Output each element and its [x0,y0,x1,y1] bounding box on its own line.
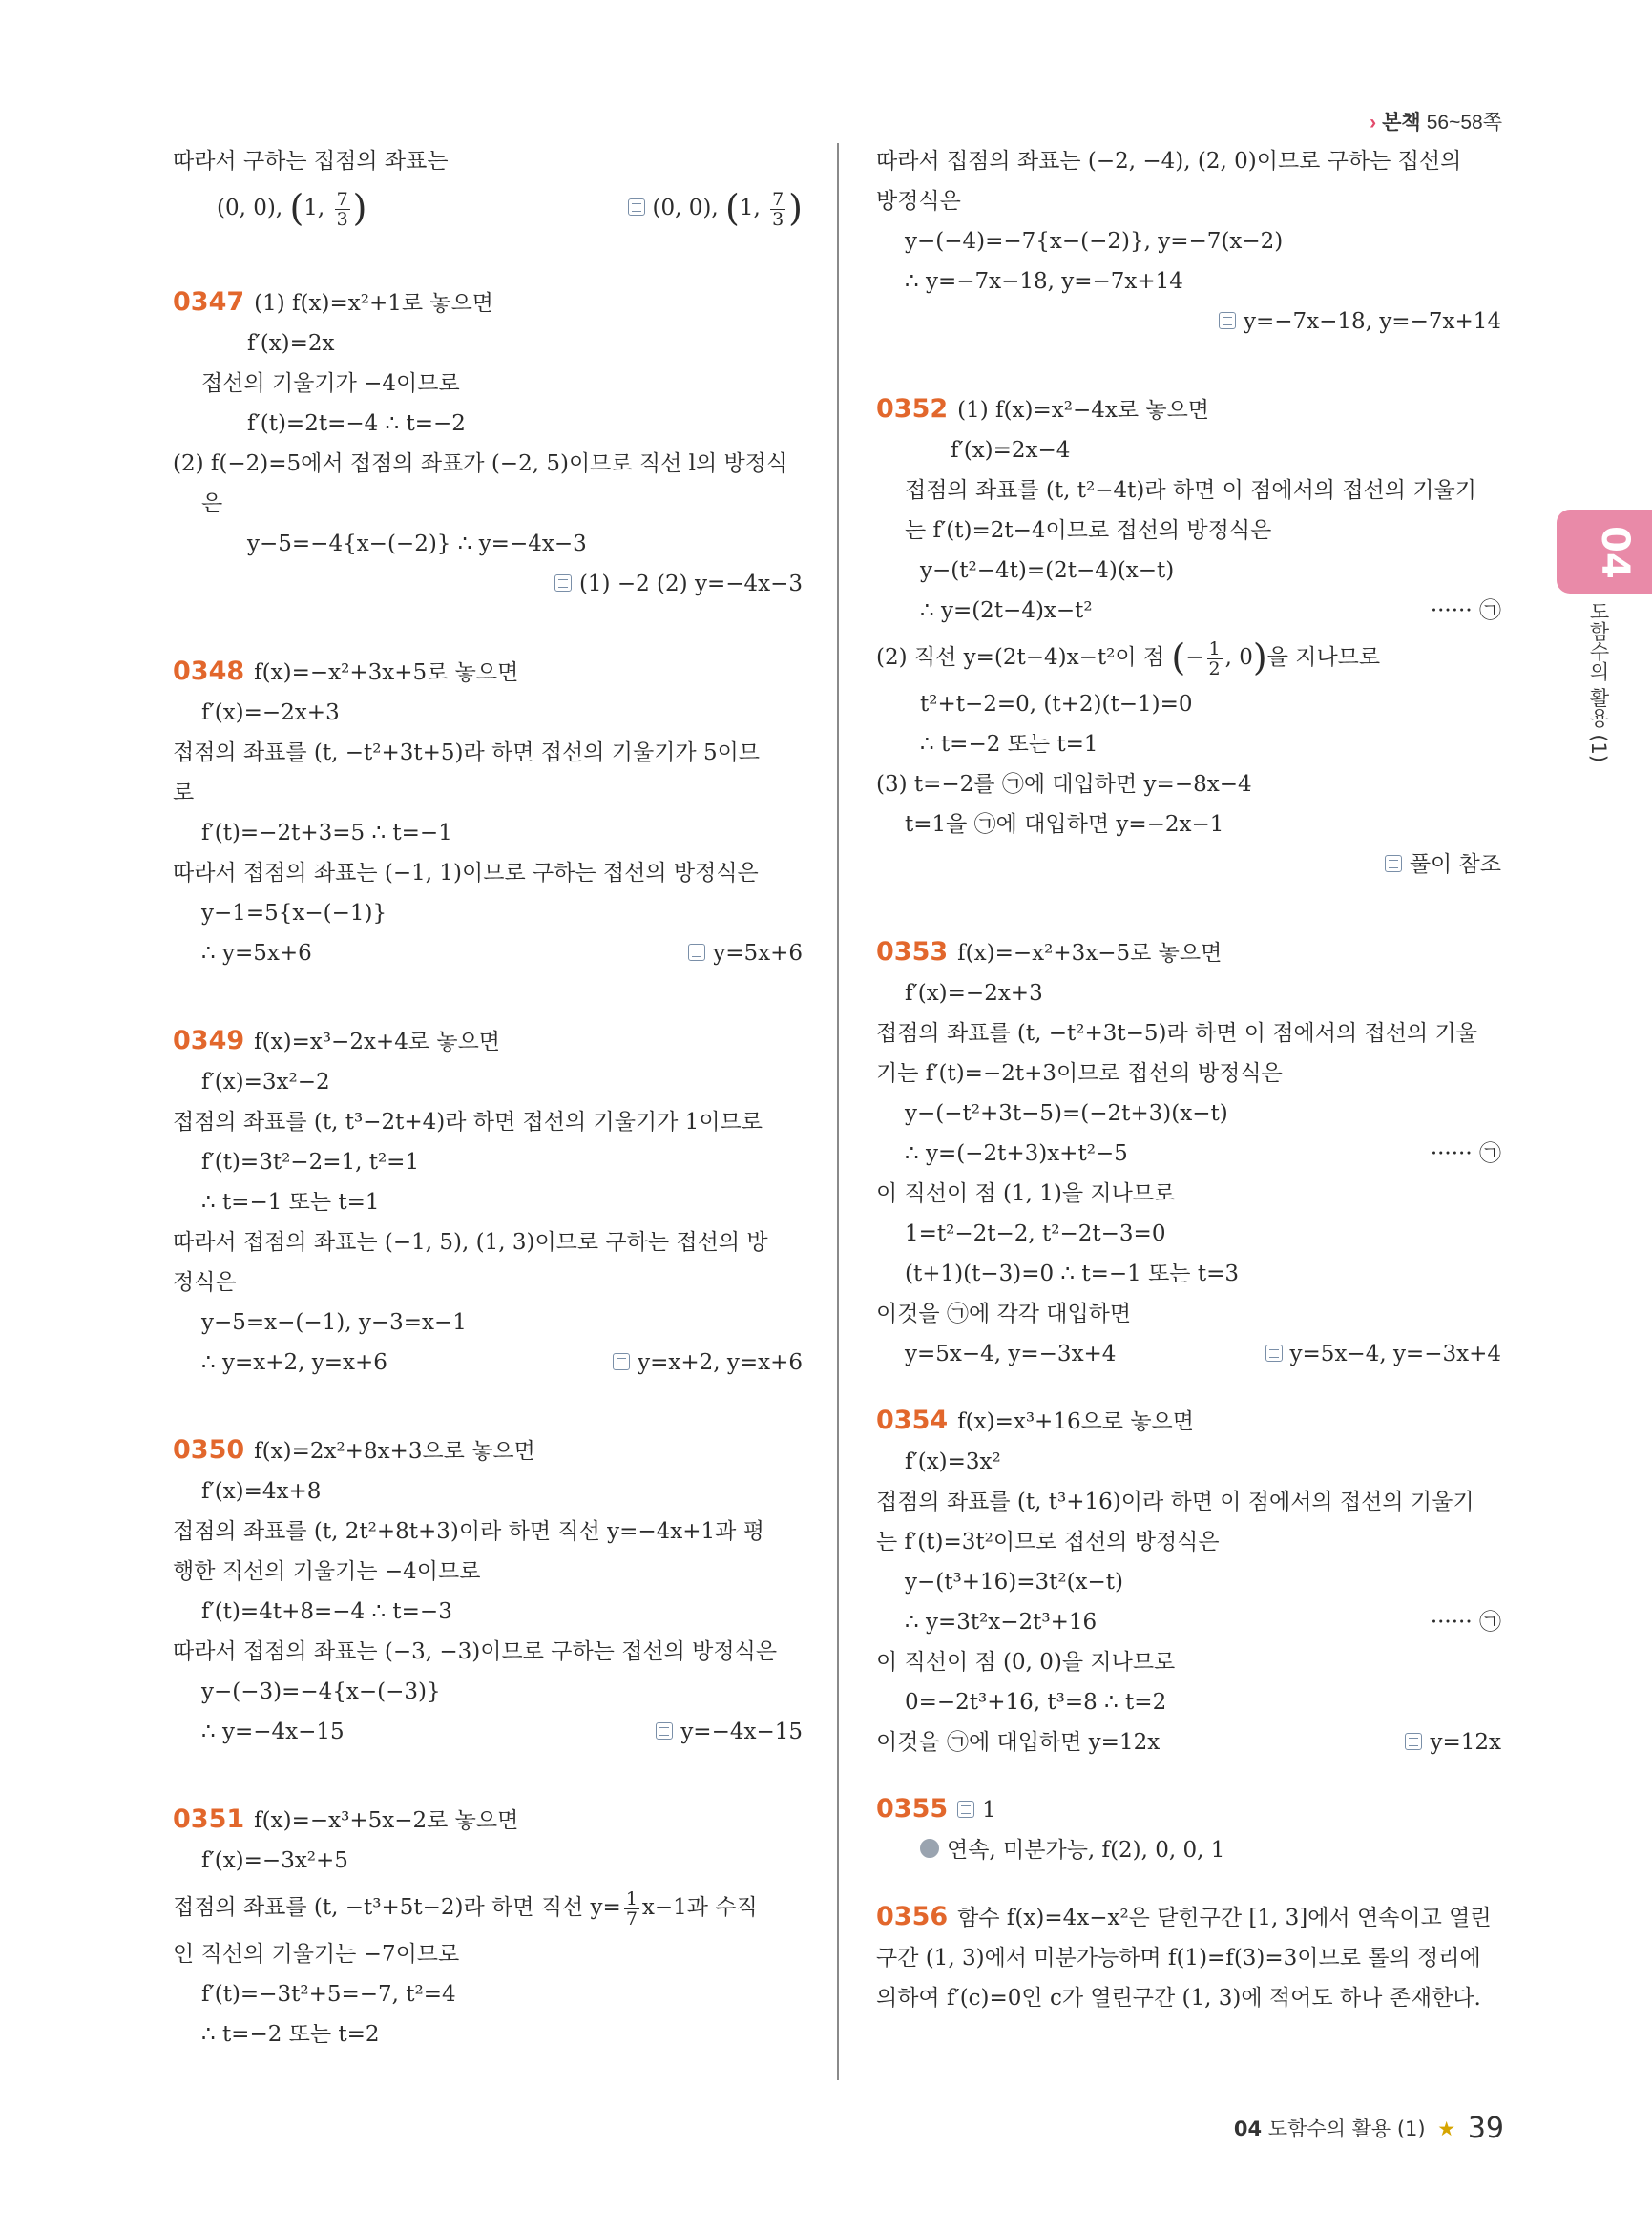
math-line: y−(−3)=−4{x−(−3)} [201,1679,441,1704]
problem-number: 0349 [173,1026,245,1055]
text-line: 는 f′(t)=3t²이므로 접선의 방정식은 [876,1530,1220,1554]
problem-number: 0348 [173,657,245,686]
answer: y=5x+6 [688,933,803,973]
page-footer [1234,2112,1504,2145]
answer: 풀이 참조 [1385,844,1501,885]
page-number: 39 [1467,2112,1504,2145]
equation-tag: ······ ㉠ [1430,1141,1501,1166]
text-line: 행한 직선의 기울기는 −4이므로 [173,1559,481,1584]
chapter-side-title: 도함수의 활용 (1) [1587,601,1610,763]
text-line: 이것을 ㉠에 대입하면 y=12x y=12x [876,1722,1501,1762]
problem-0356: 0356 함수 f(x)=4x−x²은 닫힌구간 [1, 3]에서 연속이고 열린구간 (1, 3)에서 미분가능하며 f(1)=f(3)=3이므로 롤의 정리에 의하여 f′(c)=0인 c가 열린구간 (1, 3)에 적어도 하나 존재한다. [876,1902,1492,2011]
math-line: f′(x)=−2x+3 [905,981,1043,1006]
text-line: 따라서 접점의 좌표는 (−2, −4), (2, 0)이므로 구하는 접선의 [876,149,1462,174]
text-line: 따라서 접점의 좌표는 (−3, −3)이므로 구하는 접선의 방정식은 [173,1639,778,1664]
answer-line [876,844,1501,885]
math-line: f′(x)=3x²−2 [201,1070,330,1095]
math-line: f′(x)=2x [247,331,335,356]
problem-0351: 0351 f(x)=−x³+5x−2로 놓으면 [173,1804,519,1834]
text-line: t=1을 ㉠에 대입하면 y=−2x−1 [905,812,1224,837]
math-line: ∴ y=x+2, y=x+6 y=x+2, y=x+6 [173,1343,803,1383]
math-line: ∴ t=−2 또는 t=2 [201,2022,380,2047]
problem-0354: 0354 f(x)=x³+16으로 놓으면 [876,1406,1194,1435]
text-line: 접점의 좌표를 (t, −t³+5t−2)라 하면 직선 y= $\frac{1}{7}$ x−1과 수직 [173,1887,758,1929]
text-line: (3) t=−2를 ㉠에 대입하면 y=−8x−4 [876,772,1252,797]
answer-icon [613,1353,630,1370]
math-line: ∴ y=(2t−4)x−t² ······ ㉠ [876,591,1501,631]
math-line: ∴ t=−1 또는 t=1 [201,1190,380,1215]
math-line: f′(x)=−3x²+5 [201,1848,348,1873]
math-line: 1=t²−2t−2, t²−2t−3=0 [905,1221,1166,1246]
problem-number: 0347 [173,287,245,317]
text-line: 이 직선이 점 (0, 0)을 지나므로 [876,1650,1176,1675]
problem-0348: 0348 f(x)=−x²+3x+5로 놓으면 [173,657,519,686]
math-line: y−5=x−(−1), y−3=x−1 [201,1310,467,1335]
answer: y=x+2, y=x+6 [613,1343,803,1383]
math-line: y−(t²−4t)=(2t−4)(x−t) [920,558,1175,583]
math-line: ∴ y=−7x−18, y=−7x+14 [905,269,1183,294]
text-line: 이 직선이 점 (1, 1)을 지나므로 [876,1181,1176,1206]
problem-0349: 0349 f(x)=x³−2x+4로 놓으면 [173,1026,501,1055]
star-icon: ★ [1437,2117,1456,2140]
fraction: $\frac{1}{7}$ [625,1887,638,1929]
page-reference [1370,107,1502,136]
math-line: f′(x)=3x² [905,1449,1001,1474]
ref-pages: 56~58쪽 [1426,112,1502,134]
text-line: 는 f′(t)=2t−4이므로 접선의 방정식은 [905,518,1272,543]
math-line: y−(−4)=−7{x−(−2)}, y=−7(x−2) [905,229,1284,254]
text-line: 방정식은 [876,189,961,214]
text-line: 기는 f′(t)=−2t+3이므로 접선의 방정식은 [876,1061,1283,1086]
answer-icon [1405,1733,1422,1750]
math-line: ∴ y=5x+6 y=5x+6 [173,933,803,973]
math-line: f′(t)=4t+8=−4 ∴ t=−3 [201,1599,452,1624]
math-line: ∴ y=−4x−15 y=−4x−15 [173,1712,803,1752]
note-line: 연속, 미분가능, f(2), 0, 0, 1 [876,1830,1501,1870]
fraction: $\frac{7}{3}$ [336,188,348,230]
math-line: f′(x)=−2x+3 [201,700,340,725]
math-line: ∴ y=3t²x−2t³+16 ······ ㉠ [876,1602,1501,1642]
text-line: 접점의 좌표를 (t, t²−4t)라 하면 이 점에서의 접선의 기울기 [905,478,1476,503]
fraction: $\frac{1}{2}$ [1208,637,1221,679]
math-line: ∴ y=(−2t+3)x+t²−5 ······ ㉠ [876,1134,1501,1174]
answer-line [876,302,1501,342]
chapter-tab-number: 04 [1592,526,1637,579]
math-line: (0, 0), (1, $\frac{7}{3}$ ) (0, 0), (1, $\frac{7}{3}$ ) [173,181,803,235]
equation-tag: ······ ㉠ [1430,1610,1501,1635]
answer-icon [1265,1345,1283,1362]
math-line: f′(t)=3t²−2=1, t²=1 [201,1150,420,1175]
answer: y=−4x−15 [656,1712,803,1752]
problem-number: 0351 [173,1804,245,1834]
problem-0347: 0347 (1) f(x)=x²+1로 놓으면 [173,287,494,317]
equation-tag: ······ ㉠ [1430,598,1501,623]
problem-0352: 0352 (1) f(x)=x²−4x로 놓으면 [876,394,1209,424]
problem-0353: 0353 f(x)=−x²+3x−5로 놓으면 [876,937,1223,967]
answer: y=−7x−18, y=−7x+14 [1219,302,1501,342]
text-line: 접점의 좌표를 (t, t³+16)이라 하면 이 점에서의 접선의 기울기 [876,1490,1474,1514]
answer-icon [1219,312,1236,329]
answer-icon [656,1722,673,1740]
problem-0355: 0355 1 [876,1794,996,1824]
column-divider [837,143,839,2080]
math-line: t²+t−2=0, (t+2)(t−1)=0 [920,692,1193,717]
ref-label: 본책 [1382,112,1421,134]
answer-icon [554,574,572,592]
text-line: 따라서 구하는 접점의 좌표는 [173,149,449,174]
answer-icon [1385,855,1402,872]
text-line: 로 [173,781,195,805]
math-line: f′(t)=−3t²+5=−7, t²=4 [201,1982,456,2007]
text-line: 접점의 좌표를 (t, −t²+3t+5)라 하면 접선의 기울기가 5이므 [173,740,761,765]
problem-number: 0352 [876,394,949,424]
math-line: y−1=5{x−(−1)} [201,901,387,926]
footer-chapter-number: 04 [1233,2117,1263,2140]
math-line: ∴ t=−2 또는 t=1 [920,732,1098,757]
problem-number: 0353 [876,937,949,967]
left-column [173,141,803,2054]
text-line: 접선의 기울기가 −4이므로 [201,371,460,396]
math-line: y−(−t²+3t−5)=(−2t+3)(x−t) [905,1101,1228,1126]
note-icon [920,1839,939,1858]
math-line: f′(x)=4x+8 [201,1479,322,1504]
text-line: 접점의 좌표를 (t, 2t²+8t+3)이라 하면 직선 y=−4x+1과 평 [173,1519,764,1544]
text-line: 접점의 좌표를 (t, −t²+3t−5)라 하면 이 점에서의 접선의 기울 [876,1021,1477,1046]
text-line: (2) 직선 y=(2t−4)x−t²이 점 (− $\frac{1}{2}$ , 0)을 지나므로 [876,636,1381,679]
answer: y=12x [1405,1722,1501,1762]
math-line: f′(t)=−2t+3=5 ∴ t=−1 [201,821,452,845]
math-line: f′(x)=2x−4 [951,438,1071,463]
right-column [876,141,1501,2018]
math-line: y−5=−4{x−(−2)} ∴ y=−4x−3 [247,532,587,556]
math-line: (t+1)(t−3)=0 ∴ t=−1 또는 t=3 [905,1261,1239,1286]
answer-icon [688,944,705,961]
text-line: 따라서 접점의 좌표는 (−1, 5), (1, 3)이므로 구하는 접선의 방 [173,1230,768,1255]
footer-chapter-title: 도함수의 활용 (1) [1267,2117,1426,2140]
answer: (1) −2 (2) y=−4x−3 [554,564,803,604]
problem-number: 0350 [173,1435,245,1465]
answer-line [173,564,803,604]
text-line: 인 직선의 기울기는 −7이므로 [173,1942,460,1967]
answer-icon [628,198,645,216]
text-line: 이것을 ㉠에 각각 대입하면 [876,1302,1132,1326]
chevron-right-icon: › [1370,112,1377,134]
answer: (0, 0), (1, $\frac{7}{3}$ ) [628,181,803,235]
text-line: 접점의 좌표를 (t, t³−2t+4)라 하면 접선의 기울기가 1이므로 [173,1110,763,1135]
answer: y=5x−4, y=−3x+4 [1265,1334,1501,1374]
math-line: 0=−2t³+16, t³=8 ∴ t=2 [905,1690,1167,1715]
problem-number: 0354 [876,1406,949,1435]
math-line: f′(t)=2t=−4 ∴ t=−2 [247,411,466,436]
text-line: 정식은 [173,1270,237,1295]
math-line: y−(t³+16)=3t²(x−t) [905,1570,1124,1595]
problem-number: 0355 [876,1794,949,1824]
math-line: y=5x−4, y=−3x+4 y=5x−4, y=−3x+4 [876,1334,1501,1374]
problem-0350: 0350 f(x)=2x²+8x+3으로 놓으면 [173,1435,535,1465]
answer-icon [957,1801,974,1818]
problem-number: 0356 [876,1902,949,1931]
text-line: 따라서 접점의 좌표는 (−1, 1)이므로 구하는 접선의 방정식은 [173,861,759,886]
text-line: 은 [201,491,223,516]
text-line: (2) f(−2)=5에서 접점의 좌표가 (−2, 5)이므로 직선 l의 방정식 [173,451,788,476]
